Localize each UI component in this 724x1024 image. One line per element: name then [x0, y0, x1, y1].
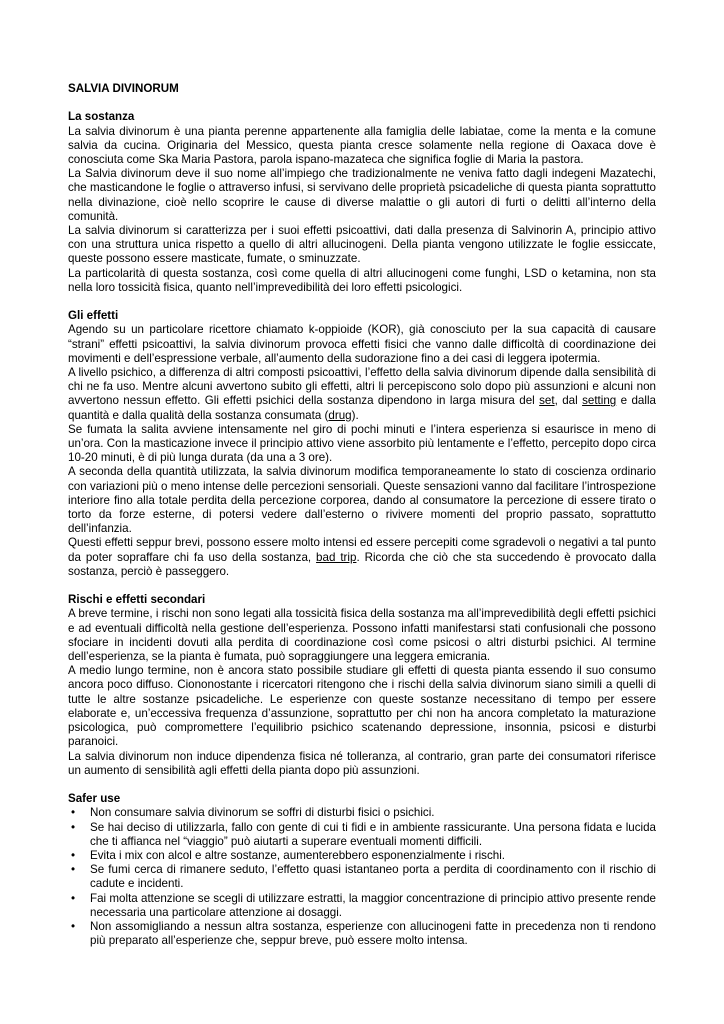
link-bad-trip[interactable]: bad trip	[316, 550, 357, 564]
text-run: . Ricorda che ciò che sta succedendo è provocato dalla sostanza, perciò è passeggero.	[68, 550, 657, 578]
text-run: A livello psichico, a differenza di altri composti psicoattivi, l’effetto della salvia divinorum dipende dalla sensibilità di chi ne fa uso. Mentre alcuni avvertono subito gli effetti, altri li percepiscono solo dopo più assunzioni e alcuni non avvertono nessun effetto. Gli effetti psichici della sostanza dipendono in larga misura del	[68, 366, 656, 408]
text-run: ).	[351, 408, 359, 422]
safer-use-list	[68, 806, 656, 948]
list-item-text: Se fumi cerca di rimanere seduto, l’effetto quasi istantaneo porta a perdita di coordinamento con il rischio di cadute e incidenti.	[90, 863, 656, 891]
list-item-text: Evita i mix con alcol e altre sostanze, aumenterebbero esponenzialmente i rischi.	[90, 848, 506, 862]
text-run: Questi effetti seppur brevi, possono essere molto intensi ed essere percepiti come sgradevoli o negativi a tal punto da poter sopraffare chi fa uso della sostanza,	[68, 536, 656, 564]
section-heading-rischi: Rischi e effetti secondari	[68, 593, 206, 607]
list-item-text: Fai molta attenzione se scegli di utilizzare estratti, la maggior concentrazione di principio attivo presente rende necessaria una particolare attenzione ai dosaggi.	[90, 891, 656, 919]
list-item-text: Non assomigliando a nessun altra sostanza, esperienze con allucinogeni fatte in precedenza non ti rendono più preparato all’esperienze che, seppur breve, può essere molto intensa.	[90, 919, 656, 948]
section-heading-effetti: Gli effetti	[68, 309, 119, 323]
paragraph: La Salvia divinorum deve il suo nome all’impiego che tradizionalmente ne veniva fatto dagli indegeni Mazatechi, che masticandone le foglie o attraverso infusi, si servivano delle proprietà psicadeliche di questa pianta soprattutto nella divinazione, cioè nello scoprire le cause di diverse malattie o gli autori di furti o delitti all’interno della comunità.	[68, 167, 656, 223]
list-item	[68, 863, 656, 891]
document-page	[68, 82, 656, 948]
bullet-icon: •	[70, 919, 76, 933]
section-heading-sostanza: La sostanza	[68, 110, 135, 124]
paragraph: La salvia divinorum non induce dipendenza fisica né tolleranza, al contrario, gran parte dei consumatori riferisce un aumento di sensibilità agli effetti della pianta dopo più assunzioni.	[68, 749, 656, 777]
paragraph: A seconda della quantità utilizzata, la salvia divinorum modifica temporaneamente lo stato di coscienza ordinario con variazioni più o meno intense delle percezioni sensoriali. Queste sensazioni vanno dal facilitare l’introspezione interiore fino alla totale perdita della percezione corporea, dando al consumatore la percezione di essere tirato o torto da forze esterne, di potersi vedere dall’esterno o rivivere momenti del proprio passato, soprattutto dell’infanzia.	[68, 465, 656, 536]
list-item	[68, 849, 656, 863]
paragraph: La salvia divinorum è una pianta perenne appartenente alla famiglia delle labiatae, come la menta e la comune salvia da cucina. Originaria del Messico, questa pianta cresce solamente nella regione di Oaxaca dove è conosciuta come Ska Maria Pastora, parola ispano-mazateca che significa foglie di Maria la pastora.	[68, 124, 656, 166]
section-heading-safer-use: Safer use	[68, 792, 121, 806]
list-item	[68, 821, 656, 849]
text-run: , dal	[554, 394, 583, 408]
paragraph: A medio lungo termine, non è ancora stato possibile studiare gli effetti di questa pianta essendo il suo consumo ancora poco diffuso. Ciononostante i ricercatori ritengono che i rischi della salvia divinorum siano simili a quelli di tutte le altre sostanze psicadeliche. Le esperienze con queste sostanze necessitano di tempo per essere elaborate e, un’eccessiva frequenza d’assunzione, soprattutto per chi non ha ancora completato la maturazione psicologica, può compromettere l’equilibrio psichico scatenando depressione, insonnia, psicosi e disturbi paranoici.	[68, 664, 656, 749]
bullet-icon: •	[70, 848, 76, 862]
paragraph: Agendo su un particolare ricettore chiamato k-oppioide (KOR), già conosciuto per la sua capacità di causare “strani” effetti psicoattivi, la salvia divinorum provoca effetti fisici che vanno dalle difficoltà di coordinazione dei movimenti e dell’espressione verbale, all’aumento della sudorazione fino a dei casi di leggera ipotermia.	[68, 323, 656, 365]
link-set[interactable]: set	[539, 394, 555, 408]
document-title: SALVIA DIVINORUM	[68, 82, 179, 95]
list-item	[68, 806, 656, 820]
list-item	[68, 920, 656, 948]
paragraph	[68, 536, 656, 579]
text-run: e dalla quantità e dalla qualità della sostanza consumata (	[68, 394, 656, 422]
paragraph	[68, 366, 656, 423]
link-setting[interactable]: setting	[582, 394, 617, 408]
bullet-icon: •	[70, 891, 76, 905]
list-item-text: Se hai deciso di utilizzarla, fallo con gente di cui ti fidi e in ambiente rassicurante. Una persona fidata e lucida che ti affianca nel “viaggio” può aiutarti a superare eventuali momenti difficili.	[90, 820, 656, 848]
bullet-icon: •	[70, 806, 76, 820]
bullet-icon: •	[70, 863, 76, 877]
link-drug[interactable]: drug	[328, 408, 352, 422]
list-item-text: Non consumare salvia divinorum se soffri di disturbi fisici o psichici.	[90, 806, 435, 820]
paragraph: La salvia divinorum si caratterizza per i suoi effetti psicoattivi, dati dalla presenza di Salvinorin A, principio attivo con una struttura unica rispetto a quello di altri allucinogeni. Della pianta vengono utilizzate le foglie essiccate, queste possono essere masticate, fumate, o sminuzzate.	[68, 224, 656, 266]
paragraph: La particolarità di questa sostanza, così come quella di altri allucinogeni come funghi, LSD o ketamina, non sta nella loro tossicità fisica, quanto nell’imprevedibilità dei loro effetti psicologici.	[68, 266, 656, 294]
list-item	[68, 892, 656, 920]
paragraph: A breve termine, i rischi non sono legati alla tossicità fisica della sostanza ma all’imprevedibilità degli effetti psichici e ad eventuali difficoltà nella gestione dell’esperienza. Possono infatti manifestarsi stati confusionali che possono sfociare in incidenti dovuti alla perdita di coordinazione così come psicosi o altri disturbi psichici. Al termine dell’esperienza, se la pianta è fumata, può sopraggiungere una leggera emicrania.	[68, 607, 656, 664]
paragraph: Se fumata la salita avviene intensamente nel giro di pochi minuti e l’intera esperienza si esaurisce in meno di un’ora. Con la masticazione invece il principio attivo viene assorbito più lentamente e l’effetto, percepito dopo circa 10-20 minuti, è di più lunga durata (da una a 3 ore).	[68, 422, 656, 465]
bullet-icon: •	[70, 820, 76, 834]
